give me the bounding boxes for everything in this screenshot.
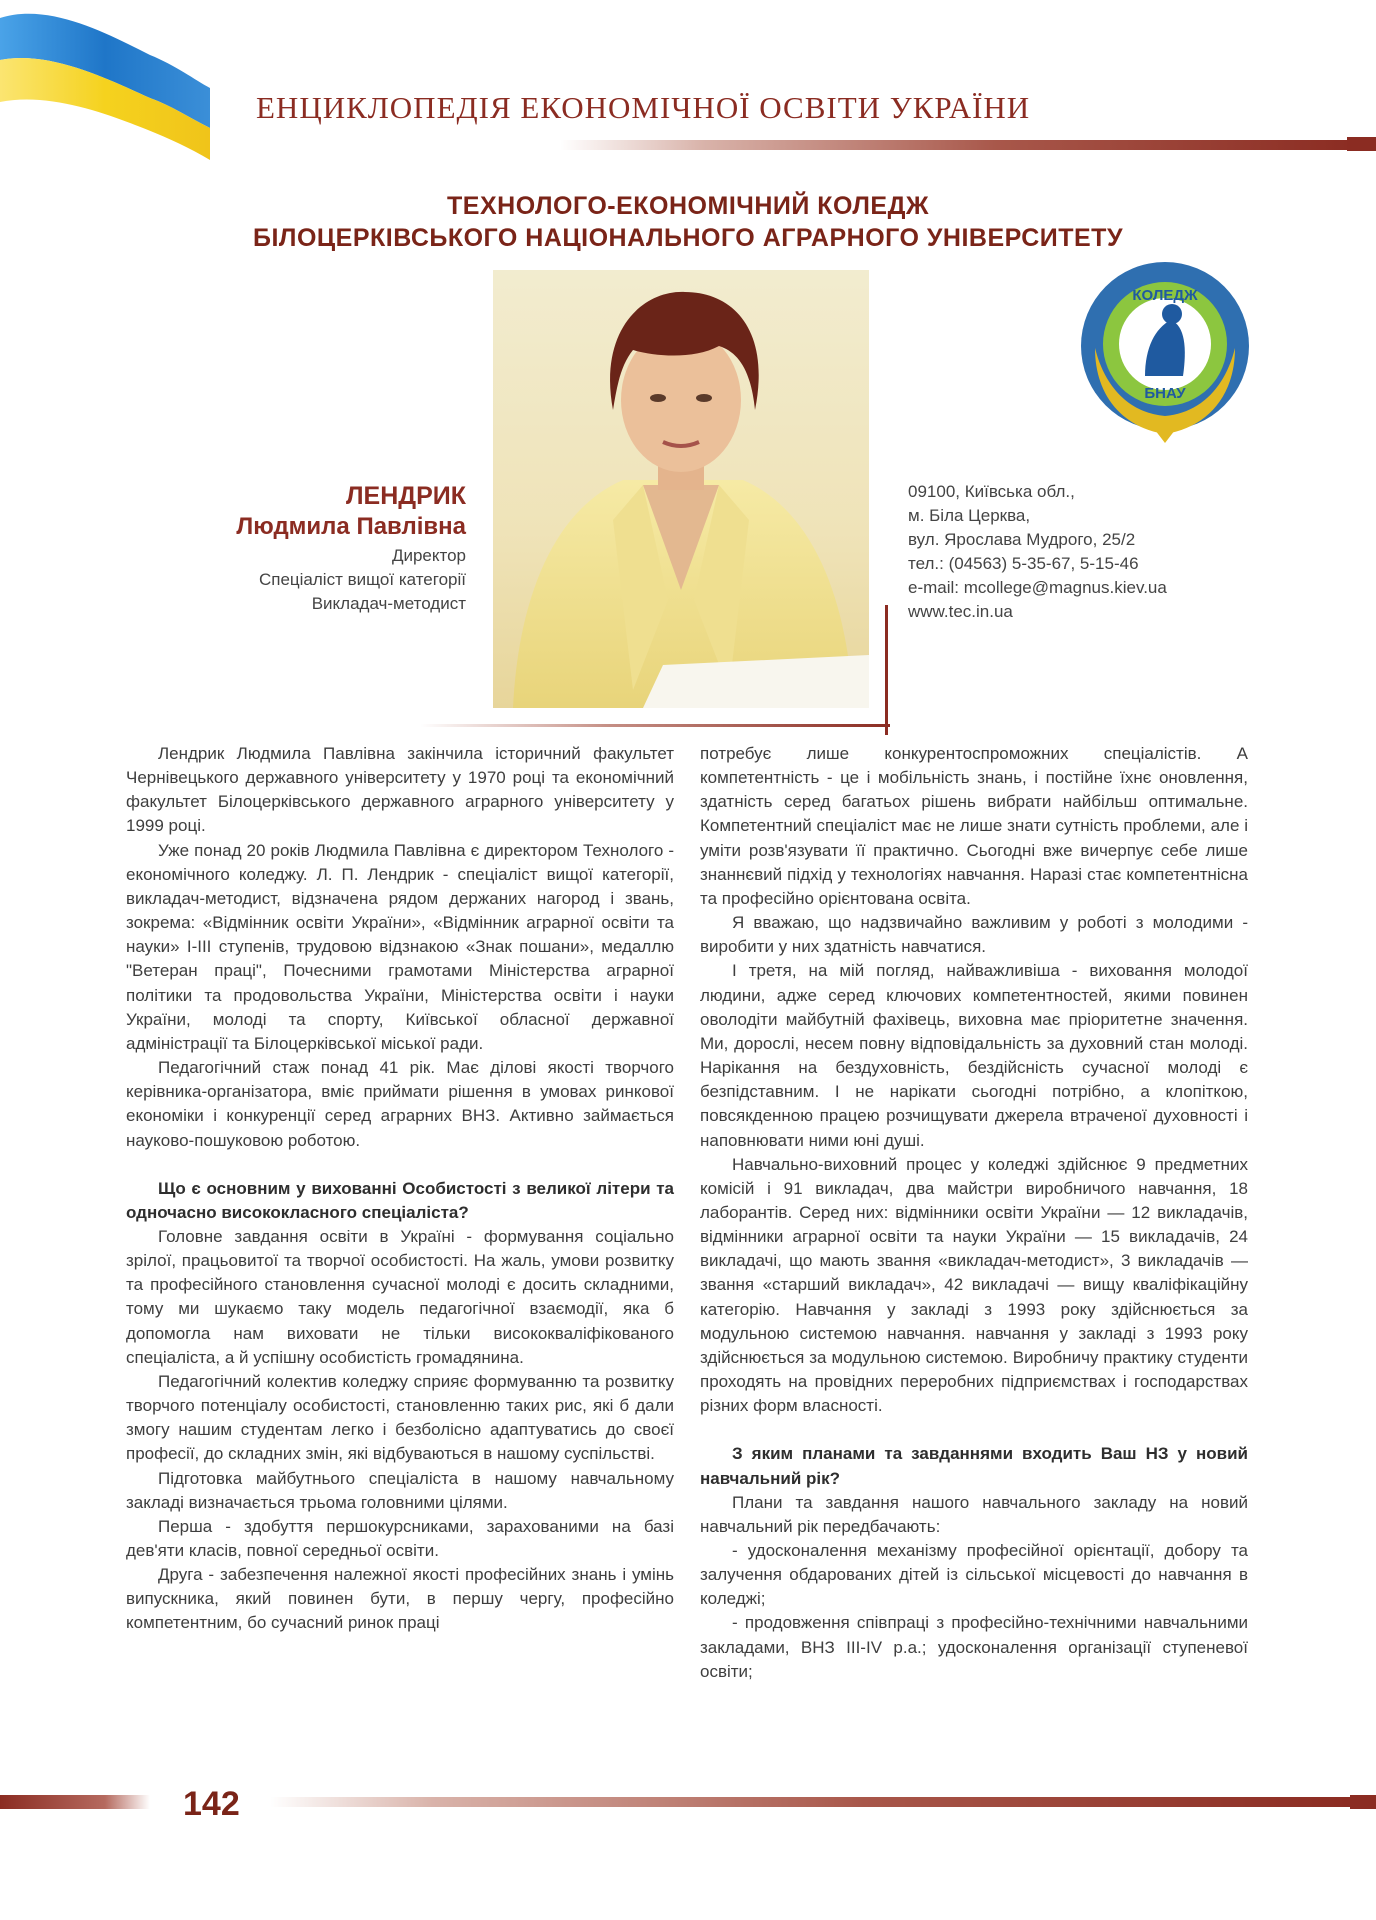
emblem-top-text: КОЛЕДЖ [1132, 287, 1198, 304]
paragraph: Педагогічний колектив коледжу сприяє формуванню та розвитку творчого потенціалу особистості, становленню таких рис, які б дали змогу нашим студентам легко і безболісно адаптуватись до своєї професії, до складних змін, які відбуваються в нашому суспільстві. [126, 1371, 674, 1464]
footer-rule-cap [1350, 1795, 1376, 1809]
paragraph: Навчально-виховний процес у коледжі здійснює 9 предметних комісій і 91 викладач, два майстри виробничого навчання, 18 лаборантів. Серед них: відмінники освіти України — 12 викладачів, відмінники аграрної освіти та науки України — 15 викладачів, 24 викладачі, що мають звання «викладач-методист», 3 викладачів — звання «старший викладач», 42 викладачі — вищу кваліфікаційну категорію. Навчання у закладі з 1993 року здійснюється за модульною системою навчання. навчання у закладі з 1993 року здійснюється за модульною системою. Виробничу практику студенти проходять на провідних переробних підприємствах і господарствах різних форм власності. [700, 1154, 1248, 1416]
emblem-bottom-text: БНАУ [1144, 385, 1186, 402]
contact-postcode: 09100, Київська обл., [908, 482, 1075, 501]
director-last-name: ЛЕНДРИК [346, 482, 466, 510]
interview-question: З яким планами та завданнями входить Ваш НЗ у новий навчальний рік? [700, 1444, 1248, 1488]
paragraph: Друга - забезпечення належної якості професійних знань і умінь випускника, який повинен бути, в першу чергу, професійно компетентним, бо сучасний ринок праці [126, 1565, 674, 1633]
paragraph: Уже понад 20 років Людмила Павлівна є директором Технолого - економічного коледжу. Л. П. Лендрик - спеціаліст вищої категорії, викладач-методист, відзначена рядом держаних нагород і звань, зокрема: «Відмінник освіти України», «Відмінник аграрної освіти та науки» I-III ступенів, трудовою відзнакою «Знак пошани», медаллю "Ветеран праці", Почесними грамотами Міністерства аграрної політики та продовольства України, Міністерства освіти і науки України, молоді та спорту, Київської обласної державної адміністрації та Білоцерківської міської ради. [126, 840, 674, 1053]
body-column-left [126, 742, 674, 1636]
header-rule [560, 140, 1355, 150]
paragraph: І третя, на мій погляд, найважливіша - виховання молодої людини, адже серед ключових компетентностей, якими повинен оволодіти майбутній фахівець, виховна має пріоритетне значення. Ми, дорослі, несем повну відповідальність за духовний стан молоді. Нарікання на бездуховність, бездійсність сучасної молоді є безпідставним. І не нарікати сьогодні потрібно, а клопіткою, повсякденною працею розчищувати джерела втраченої духовності і наповнювати ними юні душі. [700, 961, 1248, 1150]
paragraph: Підготовка майбутнього спеціаліста в нашому навчальному закладі визначається трьома головними цілями. [126, 1468, 674, 1512]
ukrainian-flag-image [0, 10, 215, 160]
paragraph: - удосконалення механізму професійної орієнтації, добору та залучення обдарованих дітей із сільської місцевості до навчання в коледжі; [700, 1541, 1248, 1609]
header-rule-cap [1347, 137, 1376, 151]
article-title-line2: БІЛОЦЕРКІВСЬКОГО НАЦІОНАЛЬНОГО АГРАРНОГО УНІВЕРСИТЕТУ [253, 224, 1123, 252]
contact-website[interactable]: www.tec.in.ua [908, 602, 1013, 621]
contact-phone: тел.: (04563) 5-35-67, 5-15-46 [908, 554, 1139, 573]
contact-email[interactable]: e-mail: mcollege@magnus.kiev.ua [908, 578, 1167, 597]
contact-city: м. Біла Церква, [908, 506, 1031, 525]
director-position: Директор [391, 546, 466, 565]
paragraph: Я вважаю, що надзвичайно важливим у роботі з молодими - виробити у них здатність навчатися. [700, 913, 1248, 957]
paragraph: Лендрик Людмила Павлівна закінчила історичний факультет Чернівецького державного університету у 1970 році та економічний факультет Білоцерківського державного аграрного університету у 1999 році. [126, 744, 674, 836]
paragraph: - продовження співпраці з професійно-технічними навчальними закладами, ВНЗ III-IV р.а.; удосконалення організації ступеневої освіти; [700, 1613, 1248, 1681]
encyclopedia-title: ЕНЦИКЛОПЕДІЯ ЕКОНОМІЧНОЇ ОСВІТИ УКРАЇНИ [256, 90, 1031, 125]
director-title: Викладач-методист [311, 594, 466, 613]
paragraph: Перша - здобуття першокурсниками, зарахованими на базі дев'яти класів, повної середньої освіти. [126, 1516, 674, 1560]
paragraph: Педагогічний стаж понад 41 рік. Має ділові якості творчого керівника-організатора, вміє приймати рішення в умовах ринкової економіки і конкуренції серед аграрних ВНЗ. Активно займається науково-пошуковою роботою. [126, 1058, 674, 1150]
footer-rule-right [270, 1797, 1350, 1807]
college-emblem-logo [1075, 258, 1255, 443]
photo-horizontal-rule [420, 724, 890, 727]
director-category: Спеціаліст вищої категорії [258, 570, 466, 589]
interview-question: Що є основним у вихованні Особистості з великої літери та одночасно висококласного спеціаліста? [126, 1178, 674, 1222]
photo-vertical-rule [885, 605, 888, 735]
paragraph: Плани та завдання нашого навчального закладу на новий навчальний рік передбачають: [700, 1492, 1248, 1536]
footer-rule-left [0, 1795, 150, 1809]
body-column-right [700, 742, 1248, 1684]
article-title-line1: ТЕХНОЛОГО-ЕКОНОМІЧНИЙ КОЛЕДЖ [447, 192, 929, 220]
paragraph: Головне завдання освіти в Україні - формування соціально зрілої, працьовитої та творчої особистості. На жаль, умови розвитку та професійного становлення сучасної молоді є досить складними, тому ми шукаємо таку модель педагогічної взаємодії, яка б допомогла нам виховати не тільки висококваліфікованого спеціаліста, а й успішну особистість громадянина. [126, 1226, 674, 1367]
page-number: 142 [183, 1785, 240, 1823]
director-first-names: Людмила Павлівна [236, 513, 466, 540]
director-portrait-photo [493, 270, 869, 708]
contact-block [908, 480, 1268, 624]
director-caption [160, 480, 466, 616]
contact-street: вул. Ярослава Мудрого, 25/2 [908, 530, 1136, 549]
paragraph: потребує лише конкурентоспроможних спеціалістів. А компетентність - це і мобільність знань, і постійне їхнє оновлення, здатність серед багатьох рішень вибрати найбільш оптимальне. Компетентний спеціаліст має не лише знати сутність проблеми, але і уміти розв'язувати її практично. Сьогодні вже вичерпує себе лише знаннєвий підхід у технологіях навчання. Наразі стає компетентнісна та професійно орієнтована освіта. [700, 744, 1248, 908]
